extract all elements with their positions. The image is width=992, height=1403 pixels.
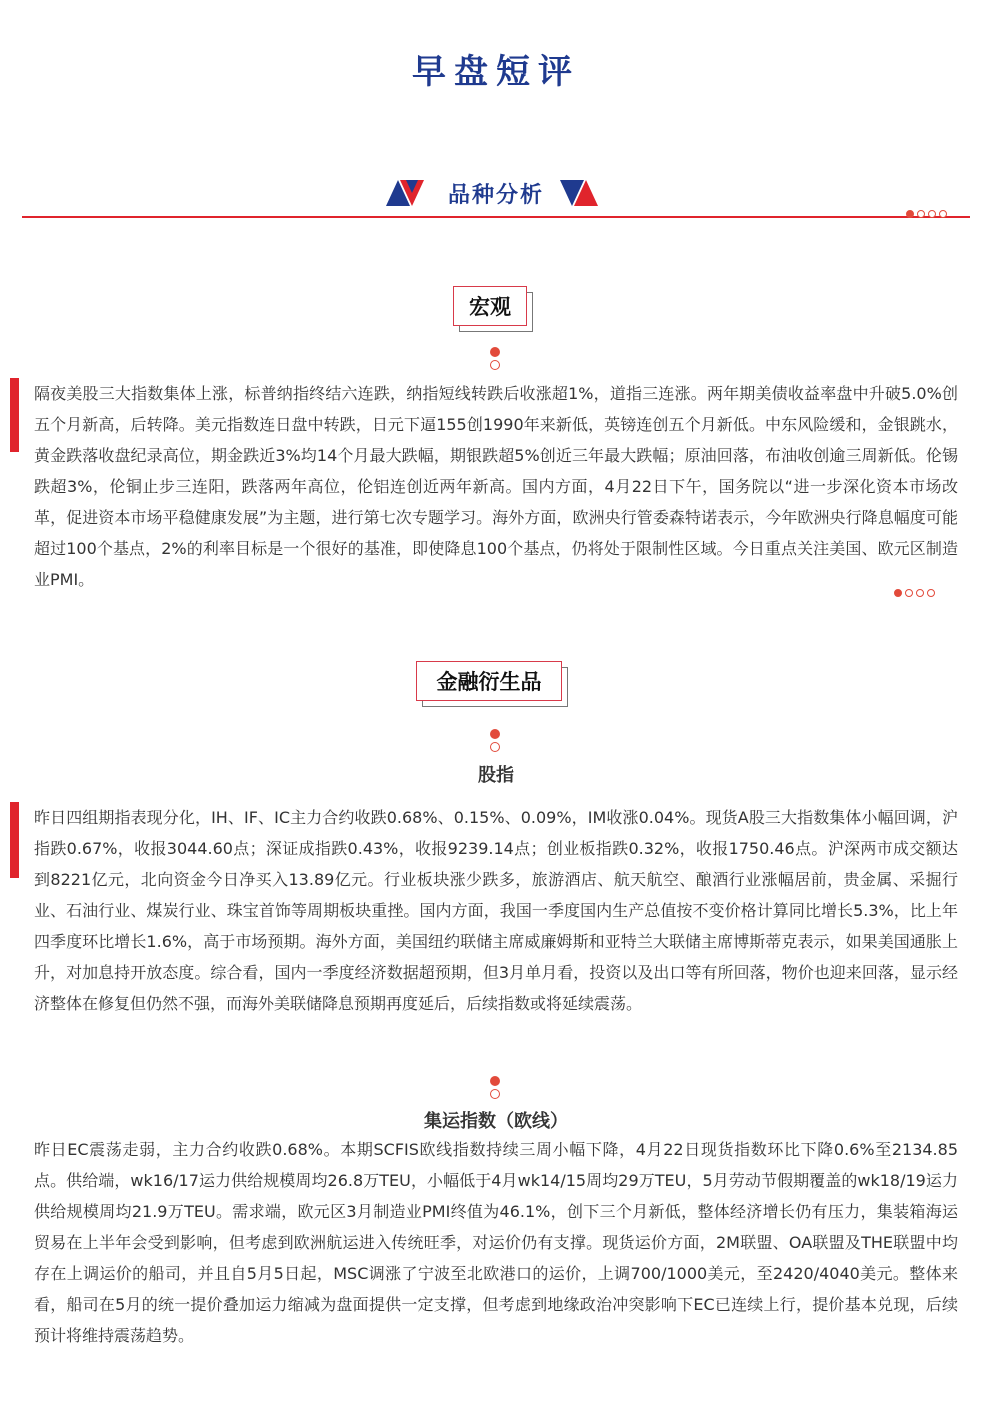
section-title-text: 宏观 bbox=[453, 286, 527, 326]
subsection-title-index: 股指 bbox=[478, 765, 514, 786]
paragraph-marker bbox=[10, 378, 19, 452]
macro-paragraph: 隔夜美股三大指数集体上涨，标普纳指终结六连跌，纳指短线转跌后收涨超1%，道指三连涨。两年期美债收益率盘中升破5.0%创五个月新高，后转降。美元指数连日盘中转跌，日元下逼155创1990年来新低，英镑连创五个月新低。中东风险缓和，金银跳水，黄金跌落收盘纪录高位，期金跌近3%均14个月最大跌幅，期银跌超5%创近三年最大跌幅；原油回落，布油收创逾三周新低。伦锡跌超3%，伦铜止步三连阳，跌落两年高位，伦铝连创近两年新高。国内方面，4月22日下午，国务院以“进一步深化资本市场改革，促进资本市场平稳健康发展”为主题，进行第七次专题学习。海外方面，欧洲央行管委森特诺表示，今年欧洲央行降息幅度可能超过100个基点，2%的利率目标是一个很好的基准，即使降息100个基点，仍将处于限制性区域。今日重点关注美国、欧元区制造业PMI。 bbox=[34, 384, 958, 589]
subsection-dots-icon bbox=[490, 1076, 502, 1102]
index-paragraph: 昨日四组期指表现分化，IH、IF、IC主力合约收跌0.68%、0.15%、0.09%，IM收涨0.04%。现货A股三大指数集体小幅回调，沪指跌0.67%，收报3044.60点；深证成指跌0.43%，收报9239.14点；创业板指跌0.32%，收报1750.46点。沪深两市成交额达到8221亿元，北向资金今日净买入13.89亿元。行业板块涨少跌多，旅游酒店、航天航空、酿酒行业涨幅居前，贵金属、采掘行业、石油行业、煤炭行业、珠宝首饰等周期板块重挫。国内方面，我国一季度国内生产总值按不变价格计算同比增长5.3%，比上年四季度环比增长1.6%，高于市场预期。海外方面，美国纽约联储主席威廉姆斯和亚特兰大联储主席博斯蒂克表示，如果美国通胀上升，对加息持开放态度。综合看，国内一季度经济数据超预期，但3月单月看，投资以及出口等有所回落，物价也迎来回落，显示经济整体在修复但仍然不强，而海外美联储降息预期再度延后，后续指数或将延续震荡。 bbox=[34, 808, 958, 1013]
paragraph-end-dots-icon bbox=[894, 589, 935, 597]
header-dots-icon bbox=[906, 210, 947, 218]
header-divider bbox=[22, 216, 970, 218]
category-header bbox=[0, 176, 992, 210]
section-title-text: 金融衍生品 bbox=[416, 661, 562, 701]
section-title-derivatives bbox=[416, 661, 562, 701]
category-title: 品种分析 bbox=[447, 182, 544, 208]
shipping-paragraph: 昨日EC震荡走弱，主力合约收跌0.68%。本期SCFIS欧线指数持续三周小幅下降，4月22日现货指数环比下降0.6%至2134.85点。供给端，wk16/17运力供给规模周均26.8万TEU，小幅低于4月wk14/15周均29万TEU，5月劳动节假期覆盖的wk18/19运力供给规模周均21.9万TEU。需求端，欧元区3月制造业PMI终值为46.1%，创下三个月新低，整体经济增长仍有压力，集装箱海运贸易在上半年会受到影响，但考虑到欧洲航运进入传统旺季，对运价仍有支撑。现货运价方面，2M联盟、OA联盟及THE联盟中均存在上调运价的船司，并且自5月5日起，MSC调涨了宁波至北欧港口的运价，上调700/1000美元，至2420/4040美元。整体来看，船司在5月的统一提价叠加运力缩减为盘面提供一定支撑，但考虑到地缘政治冲突影响下EC已连续上行，提价基本兑现，后续预计将维持震荡趋势。 bbox=[34, 1140, 958, 1345]
section-title-macro bbox=[453, 286, 527, 326]
paragraph-marker bbox=[10, 802, 19, 878]
triangle-right-icon bbox=[560, 180, 606, 206]
page-title: 早盘短评 bbox=[412, 52, 580, 92]
subsection-dots-icon bbox=[490, 729, 502, 755]
triangle-left-icon bbox=[386, 180, 432, 206]
section-dots-icon bbox=[490, 347, 502, 373]
subsection-title-shipping: 集运指数（欧线） bbox=[424, 1111, 568, 1132]
